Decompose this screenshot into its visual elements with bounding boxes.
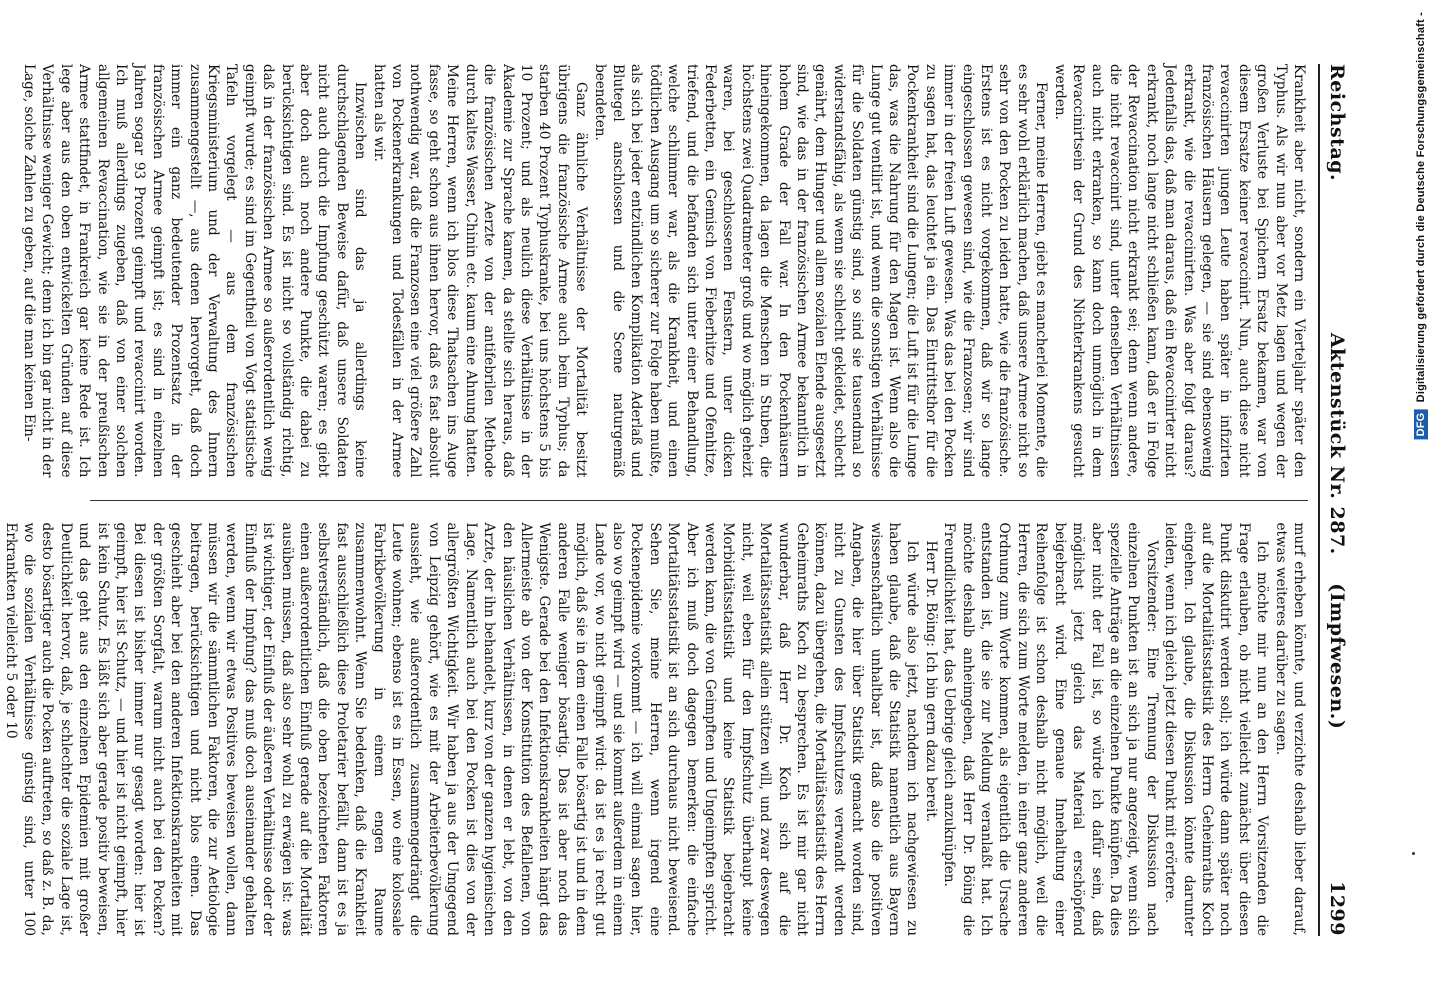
column-left — [20, 64, 1308, 478]
page-number: 1299 — [1326, 881, 1348, 936]
page-header — [1318, 64, 1348, 936]
paragraph: Ich möchte mir nun an den Herrn Vorsitzenden die Frage erlauben, ob nicht vielleicht zunächst über diesen Punkt diskutirt werden soll; ich würde dann später noch auf die Mortalitätsstatistik des Herrn Geheimraths Koch eingehen. Ich glaube, die Diskussion könnte darunter leiden, wenn ich gleich jetzt diesen Punkt mit erörtere. — [1162, 522, 1271, 936]
text-columns — [2, 64, 1308, 936]
rotated-page — [2, 20, 1376, 980]
dfg-logo: DFG — [1414, 410, 1428, 440]
paragraph: Krankheit aber nicht, sondern ein Vierteljahr später den Typhus. Als wir nun aber vor Metz lagen und wegen der großen Verluste bei Spichern Ersatz bekamen, war von diesem Ersatze keiner revaccinirt. Nun, auch diese nicht revaccinirten jungen Leute haben später in infizirten französischen Häusern gelegen, — sie sind ebensowenig erkrankt, wie die revaccinirten. Was aber folgt daraus? Jedenfalls das, daß man daraus, daß ein Revaccinirter nicht erkrankt, noch lange nicht schließen kann, daß er in Folge der Revaccination nicht erkrankt sei; denn wenn andere, die nicht revaccinirt sind, unter denselben Verhältnissen auch nicht erkranken, so kann doch unmöglich in dem Revaccinirtsein der Grund des Nichterkrankens gesucht werden. — [1051, 64, 1307, 478]
dfg-credit-text: Digitalisierung gefördert durch die Deutsche Forschungsgemeinschaft - — [1415, 12, 1427, 403]
paragraph: Ferner, meine Herren, giebt es mancherlei Momente, die es sehr wohl erklärlich machen, daß unsere Armee nicht so sehr von den Pocken zu leiden hatte, wie die französische. Erstens ist es nicht vorgekommen, daß wir so lange eingeschlossen gewesen sind, wie die Franzosen; wir sind immer in der freien Luft gewesen. Was das bei den Pocken zu sagen hat, das leuchtet ja ein. Das Eintrittsthor für die Pockenkrankheit sind die Lungen; die Luft ist für die Lunge das, was die Nahrung für den Magen ist. Wenn also die Lunge gut ventilirt ist, und wenn die sonstigen Verhältnisse für die Soldaten günstig sind, so sind sie tausendmal so widerstandsfähig, als wenn sie schlecht gekleidet, schlecht genährt, dem Hunger und allem sozialen Elende ausgesetzt sind, wie das in der französischen Armee bekanntlich in hohem Grade der Fall war. In den Pockenhäusern hineingekommen, da lagen die Menschen in Stuben, die höchstens zwei Quadratmeter groß und wo möglich geheizt waren, bei geschlossenen Fenstern, unter dicken Federbetten, ein Gemisch von Fieberhitze und Ofenhitze, triefend, und die befanden sich unter einer Behandlung, welche schlimmer war, als die Krankheit, und einen tödtlichen Ausgang um so sicherer zur Folge haben mußte, als sich bei jeder entzündlichen Komplikation Aderlaß und Blutegel anschlossen und die Scene naturgemäß beendeten. — [591, 64, 1050, 478]
speaker-paragraph: Vorsitzender: Eine Trennung der Diskussion nach einzelnen Punkten ist an sich ja nur angezeigt, wenn sich spezielle Anträge an die einzelnen Punkte knüpfen. Da dies aber nicht der Fall ist, so würde ich dafür sein, daß möglichst jetzt gleich das Material erschöpfend beigebracht wird. Eine genaue Innehaltung einer Reihenfolge ist schon deshalb nicht möglich, weil die Herren, die sich zum Worte melden, in einer ganz anderen Ordnung zum Worte kommen, als eigentlich die Ursache entstanden ist, die sie zur Meldung veranlaßt hat. Ich möchte deshalb anheimgeben, daß Herr Dr. Böing die Freundlichkeit hat, das Uebrige gleich anzuknüpfen. — [941, 522, 1160, 936]
column-right — [2, 522, 1308, 937]
speaker-paragraph: Herr Dr. Böing: Ich bin gern dazu bereit. — [922, 540, 939, 823]
paragraph: Ganz ähnliche Verhältnisse der Mortalität besitzt übrigens die französische Armee auch beim Typhus; da starben 40 Prozent Typhuskranke, bei uns höchstens 5 bis 10 Prozent; und als neulich diese Verhältnisse in der Akademie zur Sprache kamen, da stellte sich heraus, daß die französischen Aerzte von der antifebrilen Methode durch kaltes Wasser, Chinin etc. kaum eine Ahnung hatten. Meine Herren, wenn ich blos diese Thatsachen ins Auge fasse, so geht schon aus ihnen hervor, daß es fast absolut nothwendig war, daß die Franzosen eine viel größere Zahl von Pockenerkrankungen und Todesfällen in der Armee hatten als wir. — [370, 64, 590, 478]
paragraph: Inzwischen sind das ja allerdings keine durchschlagenden Beweise dafür, daß unsere Soldaten nicht auch durch die Impfung geschützt waren; es giebt aber doch auch noch andere Punkte, die dabei zu berücksichtigen sind. Es ist nicht so vollständig richtig, daß in der französischen Armee so außerordentlich wenig geimpft wurde; es sind im Gegentheil von Vogt statistische Tafeln vorgelegt — aus dem französischen Kriegsministerium und der Verwaltung des Innern zusammengestellt —, aus denen hervorgeht, daß doch immer ein ganz bedeutender Prozentsatz in der französischen Armee geimpft ist; es sind in einzelnen Jahren sogar 93 Prozent geimpft und revaccinirt worden. Ich muß allerdings zugeben, daß von einer solchen allgemeinen Revaccination, wie sie in der preußischen Armee stattfindet, in Frankreich gar keine Rede ist. Ich lege aber aus den oben entwickelten Gründen auf diese Verhältnisse weniger Gewicht; denn ich bin gar nicht in der Lage, solche Zahlen zu geben, auf die man keinen Ein- — [20, 64, 369, 478]
dfg-credit — [1414, 12, 1428, 439]
paragraph: murf erheben könnte, und verzichte deshalb lieber darauf, etwas weiteres darüber zu sagen. — [1272, 522, 1307, 936]
scan-speck — [1412, 852, 1415, 855]
page-title — [1326, 181, 1348, 881]
paragraph: Ich würde also jetzt, nachdem ich nachgewiesen zu haben glaube, daß die Statistik namentlich aus Bayern wissenschaftlich unhaltbar ist, daß also die positiven Angaben, die hier über Statistik gemacht worden sind, nicht zu Gunsten des Impfschutzes verwandt werden können, dazu übergehen, die Mortalitätsstatistik des Herrn Geheimraths Koch zu besprechen. Es ist mir gar nicht wunderbar, daß Herr Dr. Koch sich auf die Mortalitätsstatistik allein stützen will, und zwar deswegen nicht, weil eben für den Impfschutz überhaupt keine Morbiditätsstatistik und keine Statistik beigebracht werden kann, die von Geimpften und Ungeimpften spricht. Aber ich muß doch dagegen bemerken: die einfache Mortalitätsstatistik ist an sich durchaus nicht beweisend. Sehen Sie, meine Herren, wenn irgend eine Pockenepidemie vorkommt — ich will einmal sagen hier, also wo geimpft wird — und sie kommt außerdem in einem Lande vor, wo nicht geimpft wird: da ist es ja recht gut möglich, daß sie in dem einen Falle bösartig ist und in dem anderen Falle weniger bösartig. Das ist aber noch das Wenigste. Gerade bei den Infektionskrankheiten hängt das Allermeiste ab von der Konstitution des Befallenen, von den häuslichen Verhältnissen, in denen er lebt, von den Arzte, der ihn behandelt, kurz von der ganzen hygienischen Lage. Namentlich auch bei den Pocken ist dies von der allergrößten Wichtigkeit. Wir haben ja aus der Umgegend von Leipzig gehört, wie es mit der Arbeiterbevölkerung aussieht, wie außerordentlich zusammengedrängt die Leute wohnen; ebenso ist es in Essen, wo eine kolossale Fabrikbevölkerung in einem engen Raume zusammenwohnt. Wenn Sie bedenken, daß die Krankheit fast ausschließlich diese Proletarier befällt, dann ist es ja selbstverständlich, daß die oben bezeichneten Faktoren einen außerordentlichen Einfluß gerade auf die Mortalität ausüben müssen, daß also sehr wohl zu erwägen ist: was ist wichtiger, der Einfluß der äußeren Verhältnisse oder der Einfluß der Impfung? das muß doch auseinander gehalten werden, wenn wir etwas Positives beweisen wollen, dann müssen wir die sämmtlichen Faktoren, die zur Aetiologie beitragen, berücksichtigen und nicht blos einen. Das geschieht aber bei den anderen Infektionskrankheiten mit der größten Sorgfalt, warum nicht auch bei den Pocken? Bei diesen ist bisher immer nur gesagt worden: hier ist geimpft, hier ist Schutz, — und hier ist nicht geimpft, hier ist kein Schutz. Es läßt sich aber gerade positiv beweisen, und das geht aus den einzelnen Epidemien mit großer Deutlichkeit hervor, daß, je schlechter die soziale Lage ist, desto bösartiger auch die Pocken auftreten, so daß z. B. da, wo die sozialen Verhältnisse günstig sind, unter 100 Erkrankten vielleicht 5 oder 10 — [2, 522, 921, 936]
document-number: Aktenstück Nr. 287. — [1326, 332, 1348, 555]
document-topic: (Impfwesen.) — [1326, 583, 1348, 730]
header-left: Reichstag. — [1326, 64, 1348, 182]
column-divider — [90, 500, 1308, 501]
